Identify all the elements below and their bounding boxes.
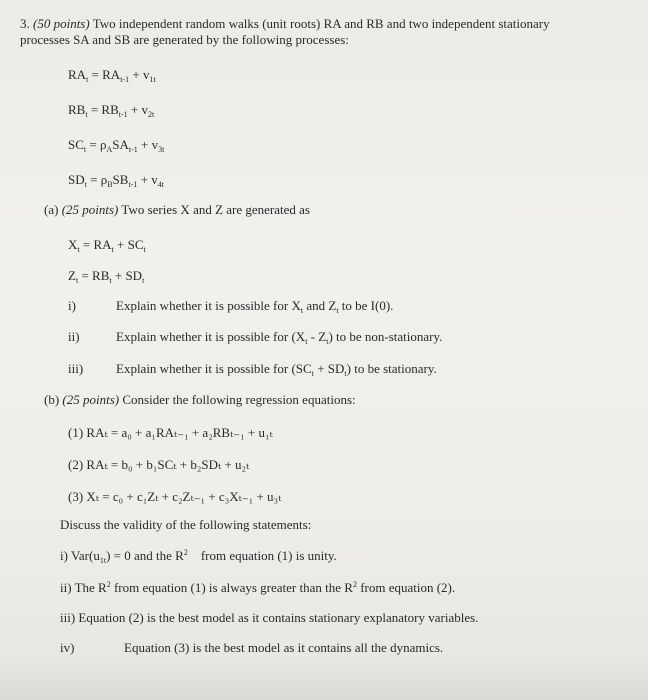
question-number: 3. [20, 16, 30, 31]
statement-2: ii) The $R^2$ from equation (1) is always greater than the $R^2$ from equation (2). [60, 580, 456, 595]
part-a-eq-x: $X_t = RA_t + SC_t$ [68, 237, 146, 254]
part-b-heading: (b) (25 points) Consider the following regression equations: [44, 392, 356, 407]
question-points: (50 points) [33, 16, 90, 31]
part-a-item-2: ii) Explain whether it is possible for $(X_t - Z_t)$ to be non-stationary. [68, 329, 443, 346]
photo-shadow [0, 660, 648, 700]
part-a-eq-z: $Z_t = RB_t + SD_t$ [68, 268, 145, 285]
process-ra: $RA_t = RA_{t-1} + v_{1t}$ [68, 67, 156, 84]
part-a-item-3: iii) Explain whether it is possible for $(SC_t + SD_t)$ to be stationary. [68, 361, 437, 378]
statement-4: iv) Equation (3) is the best model as it contains all the dynamics. [60, 640, 444, 655]
question-intro-1: Two independent random walks (unit roots) RA and RB and two independent stationary [92, 16, 550, 31]
regression-eq-3: (3) Xₜ = c₀ + c₁Zₜ + c₂Zₜ₋₁ + c₃Xₜ₋₁ + u₃ₜ [68, 489, 282, 504]
process-sc: $SC_t = \rho_ASA_{t-1} + v_{3t}$ [68, 137, 165, 154]
question-intro-2: processes SA and SB are generated by the following processes: [20, 32, 349, 47]
part-a-heading: (a) (25 points) Two series X and Z are generated as [44, 202, 310, 217]
part-a-item-1: i) Explain whether it is possible for $X_t$ and $Z_t$ to be I(0). [68, 298, 394, 315]
process-sd: $SD_t = \rho_BSB_{t-1} + v_{4t}$ [68, 172, 164, 189]
statement-3: iii) Equation (2) is the best model as it contains stationary explanatory variables. [60, 610, 479, 625]
question-header [20, 16, 550, 32]
regression-eq-2: (2) RAₜ = b₀ + b₁SCₜ + b₂SDₜ + u₂ₜ [68, 457, 250, 472]
process-rb: $RB_t = RB_{t-1} + v_{2t}$ [68, 102, 155, 119]
discuss-prompt: Discuss the validity of the following statements: [60, 517, 312, 532]
regression-eq-1: (1) RAₜ = a₀ + a₁RAₜ₋₁ + a₂RBₜ₋₁ + u₁ₜ [68, 425, 273, 440]
statement-1: i) $Var(u_{1t}) = 0$ and the $R^2$ from equation (1) is unity. [60, 548, 337, 565]
